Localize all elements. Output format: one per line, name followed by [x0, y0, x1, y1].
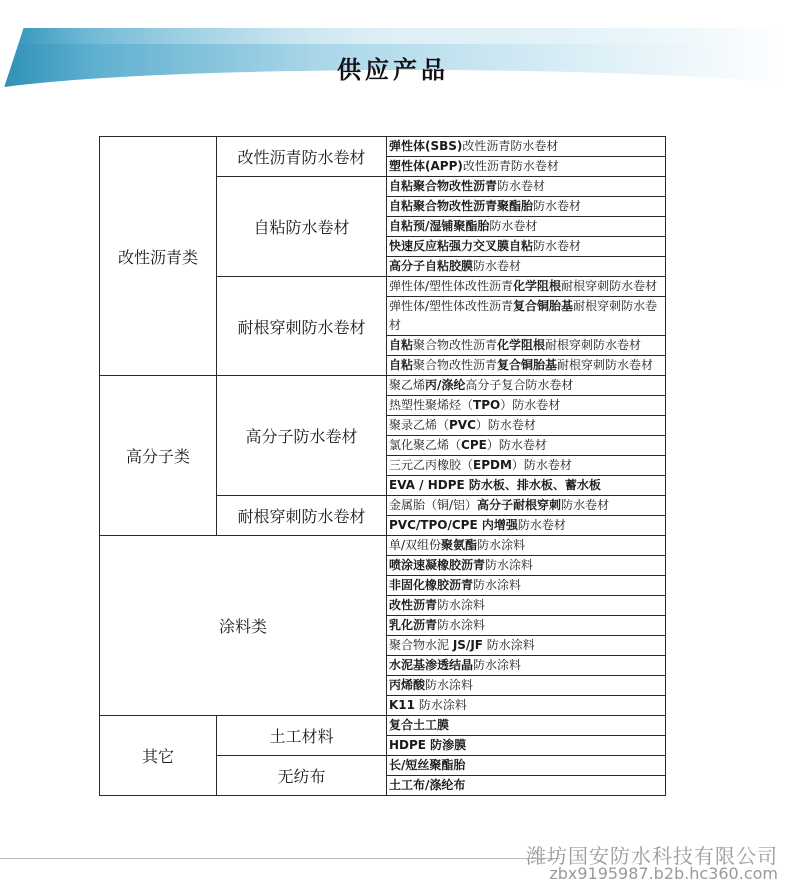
product-item-cell: [387, 556, 666, 576]
product-item-text: 高分子耐根穿刺: [477, 498, 562, 512]
product-item-text: 防水涂料: [425, 678, 474, 692]
category-cell: 改性沥青类: [100, 137, 217, 376]
product-item-text: 防水涂料: [415, 698, 467, 712]
product-item-text: 防水卷材: [561, 498, 610, 512]
product-item-cell: [387, 157, 666, 177]
watermark-url: zbx9195987.b2b.hc360.com: [549, 864, 778, 883]
product-item-text: 热塑性聚烯烃（: [389, 398, 474, 412]
product-item-cell: [387, 656, 666, 676]
product-item-cell: [387, 476, 666, 496]
product-item-text: 土工布/涤纶布: [389, 778, 466, 792]
subcategory-cell: 无纺布: [217, 756, 387, 796]
product-item-text: 弹性体/塑性体改性沥青: [389, 299, 514, 313]
product-item-cell: [387, 277, 666, 297]
product-item-cell: [387, 636, 666, 656]
product-item-text: 化学阻根: [513, 279, 562, 293]
product-item-cell: [387, 356, 666, 376]
category-cell: 高分子类: [100, 376, 217, 536]
product-item-text: 防水涂料: [477, 538, 526, 552]
product-item-text: 耐根穿刺防水卷材: [389, 299, 658, 332]
product-item-cell: [387, 696, 666, 716]
product-item-cell: [387, 197, 666, 217]
product-item-cell: [387, 776, 666, 796]
product-item-text: JS/JF: [452, 638, 483, 652]
product-item-text: 防水涂料: [437, 598, 486, 612]
product-item-text: 防水涂料: [473, 578, 522, 592]
product-item-text: 聚录乙烯（: [389, 418, 450, 432]
table-row: [100, 536, 666, 556]
product-item-text: 乳化沥青: [389, 618, 438, 632]
product-item-text: 自粘聚合物改性沥青: [389, 179, 498, 193]
product-item-cell: [387, 436, 666, 456]
product-item-cell: [387, 596, 666, 616]
subcategory-cell: 耐根穿刺防水卷材: [217, 277, 387, 376]
product-item-text: 自粘: [389, 338, 414, 352]
product-item-text: 弹性体/塑性体改性沥青: [389, 279, 514, 293]
product-item-text: 复合土工膜: [389, 718, 450, 732]
product-item-text: 高分子自粘胶膜: [389, 259, 474, 273]
product-item-text: ）防水卷材: [475, 418, 536, 432]
product-item-text: TPO: [473, 398, 501, 412]
product-item-cell: [387, 257, 666, 277]
product-item-text: ）防水卷材: [500, 398, 561, 412]
product-item-text: ）防水卷材: [511, 458, 572, 472]
product-item-cell: [387, 536, 666, 556]
product-item-text: EPDM: [473, 458, 512, 472]
product-item-text: 耐根穿刺防水卷材: [557, 358, 654, 372]
product-item-text: 单/双组份: [389, 538, 442, 552]
product-item-text: 弹性体(SBS): [389, 139, 463, 153]
product-item-text: 高分子复合防水卷材: [465, 378, 574, 392]
product-item-cell: [387, 217, 666, 237]
product-item-text: 防水卷材: [473, 259, 522, 273]
product-item-text: 喷涂速凝橡胶沥青: [389, 558, 486, 572]
product-item-cell: [387, 137, 666, 157]
product-item-text: 耐根穿刺防水卷材: [545, 338, 642, 352]
product-item-text: 自粘预/湿铺聚酯胎: [389, 219, 490, 233]
product-item-text: 丙/涤纶: [425, 378, 466, 392]
subcategory-cell: 自粘防水卷材: [217, 177, 387, 277]
product-item-text: HDPE 防渗膜: [389, 738, 467, 752]
product-item-text: 复合铜胎基: [497, 358, 558, 372]
product-item-text: 聚合物改性沥青: [413, 338, 498, 352]
product-item-cell: [387, 496, 666, 516]
category-cell: 涂料类: [100, 536, 387, 716]
product-item-text: 聚合物水泥: [389, 638, 453, 652]
product-item-text: K11: [389, 698, 415, 712]
product-item-text: 聚合物改性沥青: [413, 358, 498, 372]
product-item-text: 聚氨酯: [441, 538, 478, 552]
product-item-cell: [387, 676, 666, 696]
product-item-text: 塑性体(APP): [389, 159, 463, 173]
product-item-text: 水泥基渗透结晶: [389, 658, 474, 672]
subcategory-cell: 高分子防水卷材: [217, 376, 387, 496]
product-item-text: 防水涂料: [473, 658, 522, 672]
product-item-text: 三元乙丙橡胶（: [389, 458, 474, 472]
product-item-cell: [387, 576, 666, 596]
product-item-text: CPE: [461, 438, 487, 452]
footer-divider: [0, 858, 560, 859]
product-item-text: 防水卷材: [489, 219, 538, 233]
product-item-text: ）防水卷材: [486, 438, 547, 452]
banner-highlight: [0, 28, 786, 44]
subcategory-cell: 改性沥青防水卷材: [217, 137, 387, 177]
watermark-company: 潍坊国安防水科技有限公司: [526, 844, 778, 868]
table-row: [100, 137, 666, 157]
product-item-cell: [387, 336, 666, 356]
product-item-text: 防水卷材: [533, 199, 582, 213]
product-item-text: 防水卷材: [517, 518, 566, 532]
category-cell: 其它: [100, 716, 217, 796]
product-item-text: 自粘聚合物改性沥青聚酯胎: [389, 199, 534, 213]
product-item-text: 防水涂料: [437, 618, 486, 632]
page-title: 供应产品: [337, 55, 449, 84]
product-item-cell: [387, 376, 666, 396]
product-item-text: 聚乙烯: [389, 378, 426, 392]
product-item-cell: [387, 456, 666, 476]
product-item-cell: [387, 177, 666, 197]
product-item-cell: [387, 756, 666, 776]
product-item-text: 耐根穿刺防水卷材: [561, 279, 658, 293]
product-item-text: 非固化橡胶沥青: [389, 578, 474, 592]
product-item-text: 改性沥青防水卷材: [462, 139, 559, 153]
product-item-cell: [387, 516, 666, 536]
product-item-text: 金属胎（铜/铝）: [389, 498, 478, 512]
product-item-text: 长/短丝聚酯胎: [389, 758, 466, 772]
product-item-text: 防水卷材: [497, 179, 546, 193]
product-item-text: 防水涂料: [485, 558, 534, 572]
product-item-text: 复合铜胎基: [513, 299, 574, 313]
product-item-text: PVC: [449, 418, 476, 432]
product-item-cell: [387, 616, 666, 636]
product-item-text: 化学阻根: [497, 338, 546, 352]
product-item-text: EVA / HDPE 防水板、排水板、蓄水板: [389, 478, 601, 492]
subcategory-cell: 土工材料: [217, 716, 387, 756]
product-item-text: 防水涂料: [482, 638, 535, 652]
product-item-text: 氯化聚乙烯（: [389, 438, 462, 452]
product-table: [99, 136, 666, 796]
product-item-cell: [387, 297, 666, 336]
product-item-cell: [387, 716, 666, 736]
product-item-cell: [387, 416, 666, 436]
product-item-text: 防水卷材: [533, 239, 582, 253]
product-item-cell: [387, 237, 666, 257]
table-row: [100, 376, 666, 396]
product-item-cell: [387, 736, 666, 756]
product-item-text: 快速反应粘强力交叉膜自粘: [389, 239, 534, 253]
table-row: [100, 716, 666, 736]
product-item-text: 自粘: [389, 358, 414, 372]
product-item-text: 改性沥青: [389, 598, 438, 612]
subcategory-cell: 耐根穿刺防水卷材: [217, 496, 387, 536]
product-item-text: 改性沥青防水卷材: [462, 159, 559, 173]
product-item-cell: [387, 396, 666, 416]
product-item-text: 丙烯酸: [389, 678, 426, 692]
product-item-text: PVC/TPO/CPE 内增强: [389, 518, 518, 532]
